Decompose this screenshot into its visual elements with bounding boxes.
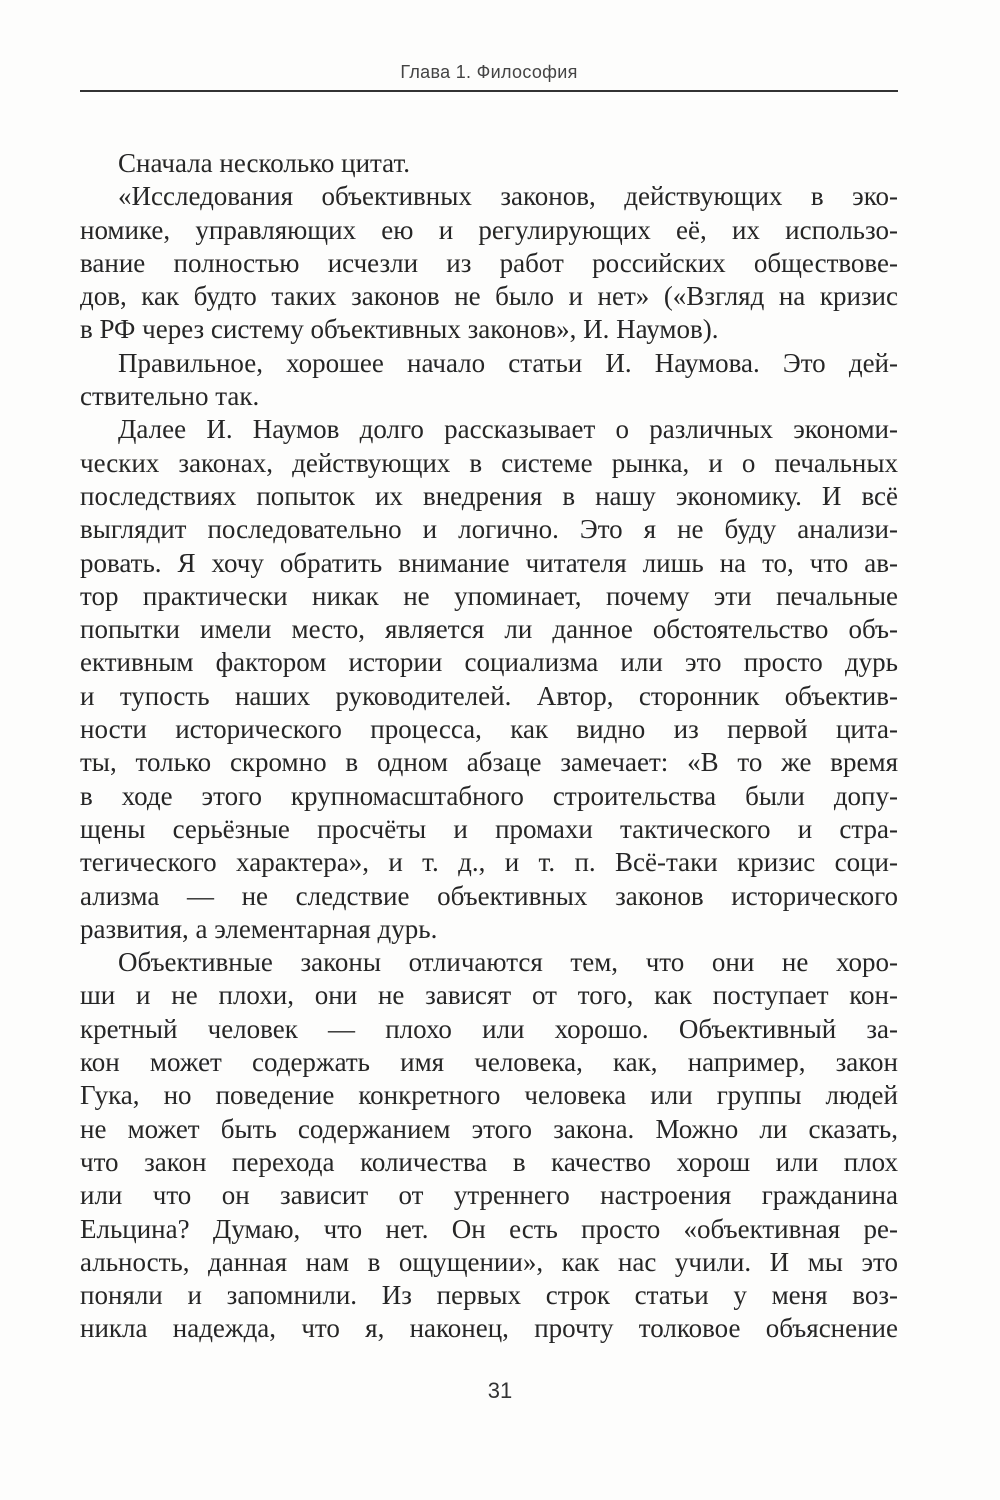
text-line: ты, только скромно в одном абзаце замечает: «В то же время [80, 747, 898, 778]
text-line: в ходе этого крупномасштабного строительства были допу- [80, 780, 898, 811]
paragraph [80, 147, 898, 180]
text-line: ективным фактором истории социализма или это просто дурь [80, 647, 898, 678]
page-number: 31 [487, 1378, 513, 1403]
text-line: тор практически никак не упоминает, почему эти печальные [80, 580, 898, 611]
text-line: ности исторического процесса, как видно из первой цита- [80, 714, 898, 745]
paragraph [80, 347, 898, 414]
text-line: последствиях попыток их внедрения в нашу экономику. И всё [80, 480, 898, 511]
paragraph [80, 413, 898, 946]
text-line: выглядит последовательно и логично. Это я не буду анализи- [80, 514, 898, 545]
text-line: никла надежда, что я, наконец, прочту толковое объяснение [80, 1313, 898, 1344]
text-line: ровать. Я хочу обратить внимание читателя лишь на то, что ав- [80, 547, 898, 578]
running-header [80, 58, 898, 92]
body-text [80, 147, 898, 1346]
text-line: Объективные законы отличаются тем, что они не хоро- [118, 947, 898, 978]
text-line: или что он зависит от утреннего настроения гражданина [80, 1180, 898, 1211]
text-line: поняли и запомнили. Из первых строк статьи у меня воз- [80, 1280, 898, 1311]
paragraph [80, 180, 898, 346]
text-line: кретный человек — плохо или хорошо. Объективный за- [80, 1013, 898, 1044]
text-line: дов, как будто таких законов не было и нет» («Взгляд на кризис [80, 281, 898, 312]
text-line: Правильное, хорошее начало статьи И. Наумова. Это дей- [118, 347, 898, 378]
text-line: Гука, но поведение конкретного человека или группы людей [80, 1080, 898, 1111]
chapter-title: Глава 1. Философия [400, 62, 578, 82]
text-line: что закон перехода количества в качество хорош или плох [80, 1146, 898, 1177]
text-line: щены серьёзные просчёты и промахи тактического и стра- [80, 813, 898, 844]
text-line: и тупость наших руководителей. Автор, сторонник объектив- [80, 680, 898, 711]
text-line: ализма — не следствие объективных законов исторического [80, 880, 898, 911]
text-line: не может быть содержанием этого закона. Можно ли сказать, [80, 1113, 898, 1144]
text-line: кон может содержать имя человека, как, например, закон [80, 1047, 898, 1078]
text-line: номике, управляющих ею и регулирующих её, их использо- [80, 214, 898, 245]
text-line: Далее И. Наумов долго рассказывает о различных экономи- [118, 414, 898, 445]
text-line: развития, а элементарная дурь. [80, 913, 438, 944]
text-line: «Исследования объективных законов, действующих в эко- [118, 181, 898, 212]
text-line: в РФ через систему объективных законов», И. Наумов). [80, 314, 719, 345]
text-line: Ельцина? Думаю, что нет. Он есть просто «объективная ре- [80, 1213, 898, 1244]
text-line: ческих законах, действующих в системе рынка, и о печальных [80, 447, 898, 478]
text-line: попытки имели место, является ли данное обстоятельство объ- [80, 614, 898, 645]
text-line: Сначала несколько цитат. [118, 148, 410, 178]
text-line: ствительно так. [80, 381, 260, 412]
text-line: тегического характера», и т. д., и т. п. Всё-таки кризис соци- [80, 847, 898, 878]
text-line: вание полностью исчезли из работ российских обществове- [80, 247, 898, 278]
text-line: альность, данная нам в ощущении», как нас учили. И мы это [80, 1246, 898, 1277]
paragraph [80, 946, 898, 1346]
text-line: ши и не плохи, они не зависят от того, как поступает кон- [80, 980, 898, 1011]
